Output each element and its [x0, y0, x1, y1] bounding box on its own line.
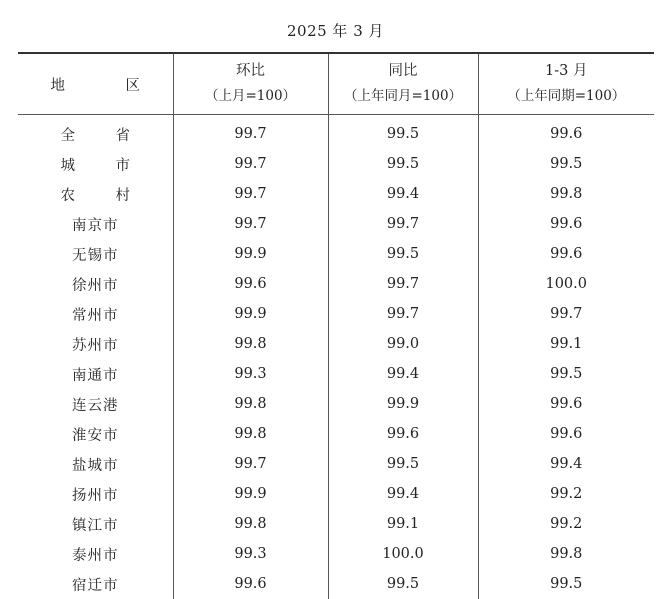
mom-value-cell: 99.8	[173, 419, 328, 449]
ytd-value-cell: 99.2	[478, 479, 654, 509]
region-cell: 无锡市	[18, 239, 173, 269]
ytd-value-cell: 100.0	[478, 269, 654, 299]
ytd-value-cell: 99.6	[478, 419, 654, 449]
mom-value-cell: 99.9	[173, 479, 328, 509]
price-index-table	[18, 52, 654, 599]
mom-value-cell: 99.8	[173, 509, 328, 539]
ytd-column-subtitle: （上年同期=100）	[479, 84, 655, 109]
region-cell: 苏州市	[18, 329, 173, 359]
yoy-value-cell: 99.9	[328, 389, 478, 419]
yoy-value-cell: 99.5	[328, 149, 478, 179]
mom-value-cell: 99.7	[173, 449, 328, 479]
mom-value-cell: 99.7	[173, 149, 328, 179]
yoy-value-cell: 99.5	[328, 115, 478, 150]
region-cell: 盐城市	[18, 449, 173, 479]
table-row	[18, 329, 654, 359]
ytd-value-cell: 99.8	[478, 539, 654, 569]
yoy-value-cell: 99.4	[328, 479, 478, 509]
mom-value-cell: 99.7	[173, 115, 328, 150]
table-row	[18, 419, 654, 449]
table-row	[18, 359, 654, 389]
table-caption: 2025 年 3 月	[0, 20, 671, 41]
ytd-value-cell: 99.7	[478, 299, 654, 329]
mom-column-header	[173, 53, 328, 115]
region-cell: 南通市	[18, 359, 173, 389]
ytd-value-cell: 99.1	[478, 329, 654, 359]
region-cell: 全 省	[18, 115, 173, 150]
mom-value-cell: 99.3	[173, 539, 328, 569]
region-cell: 常州市	[18, 299, 173, 329]
ytd-value-cell: 99.5	[478, 569, 654, 599]
region-cell: 南京市	[18, 209, 173, 239]
table-row	[18, 389, 654, 419]
region-cell: 淮安市	[18, 419, 173, 449]
ytd-value-cell: 99.6	[478, 115, 654, 150]
region-cell: 徐州市	[18, 269, 173, 299]
table-header	[18, 53, 654, 115]
yoy-value-cell: 99.7	[328, 209, 478, 239]
table-row	[18, 269, 654, 299]
table-row	[18, 149, 654, 179]
ytd-value-cell: 99.6	[478, 209, 654, 239]
table-row	[18, 239, 654, 269]
table-row	[18, 115, 654, 150]
region-cell: 农 村	[18, 179, 173, 209]
ytd-value-cell: 99.5	[478, 359, 654, 389]
mom-value-cell: 99.3	[173, 359, 328, 389]
table-row	[18, 539, 654, 569]
mom-value-cell: 99.7	[173, 209, 328, 239]
region-cell: 宿迁市	[18, 569, 173, 599]
yoy-value-cell: 100.0	[328, 539, 478, 569]
region-column-header: 地 区	[18, 53, 173, 115]
price-index-table-wrap	[18, 52, 654, 592]
region-cell: 扬州市	[18, 479, 173, 509]
yoy-value-cell: 99.4	[328, 359, 478, 389]
mom-value-cell: 99.8	[173, 329, 328, 359]
yoy-value-cell: 99.6	[328, 419, 478, 449]
ytd-column-title: 1-3 月	[479, 59, 655, 84]
yoy-value-cell: 99.5	[328, 239, 478, 269]
mom-column-title: 环比	[174, 59, 328, 84]
mom-value-cell: 99.6	[173, 269, 328, 299]
yoy-column-subtitle: （上年同月=100）	[329, 84, 478, 109]
yoy-value-cell: 99.7	[328, 299, 478, 329]
ytd-value-cell: 99.6	[478, 389, 654, 419]
ytd-value-cell: 99.2	[478, 509, 654, 539]
ytd-column-header	[478, 53, 654, 115]
table-row	[18, 209, 654, 239]
table-row	[18, 569, 654, 599]
yoy-column-header	[328, 53, 478, 115]
ytd-value-cell: 99.8	[478, 179, 654, 209]
yoy-value-cell: 99.7	[328, 269, 478, 299]
mom-value-cell: 99.9	[173, 299, 328, 329]
ytd-value-cell: 99.4	[478, 449, 654, 479]
mom-value-cell: 99.8	[173, 389, 328, 419]
yoy-value-cell: 99.1	[328, 509, 478, 539]
ytd-value-cell: 99.5	[478, 149, 654, 179]
ytd-value-cell: 99.6	[478, 239, 654, 269]
yoy-value-cell: 99.0	[328, 329, 478, 359]
mom-value-cell: 99.7	[173, 179, 328, 209]
table-row	[18, 449, 654, 479]
yoy-value-cell: 99.5	[328, 449, 478, 479]
yoy-value-cell: 99.5	[328, 569, 478, 599]
yoy-column-title: 同比	[329, 59, 478, 84]
table-row	[18, 299, 654, 329]
region-cell: 镇江市	[18, 509, 173, 539]
region-cell: 泰州市	[18, 539, 173, 569]
table-row	[18, 179, 654, 209]
table-row	[18, 479, 654, 509]
region-cell: 城 市	[18, 149, 173, 179]
table-row	[18, 509, 654, 539]
mom-value-cell: 99.9	[173, 239, 328, 269]
table-body	[18, 115, 654, 599]
yoy-value-cell: 99.4	[328, 179, 478, 209]
region-cell: 连云港	[18, 389, 173, 419]
mom-column-subtitle: （上月=100）	[174, 84, 328, 109]
header-row	[18, 53, 654, 115]
mom-value-cell: 99.6	[173, 569, 328, 599]
